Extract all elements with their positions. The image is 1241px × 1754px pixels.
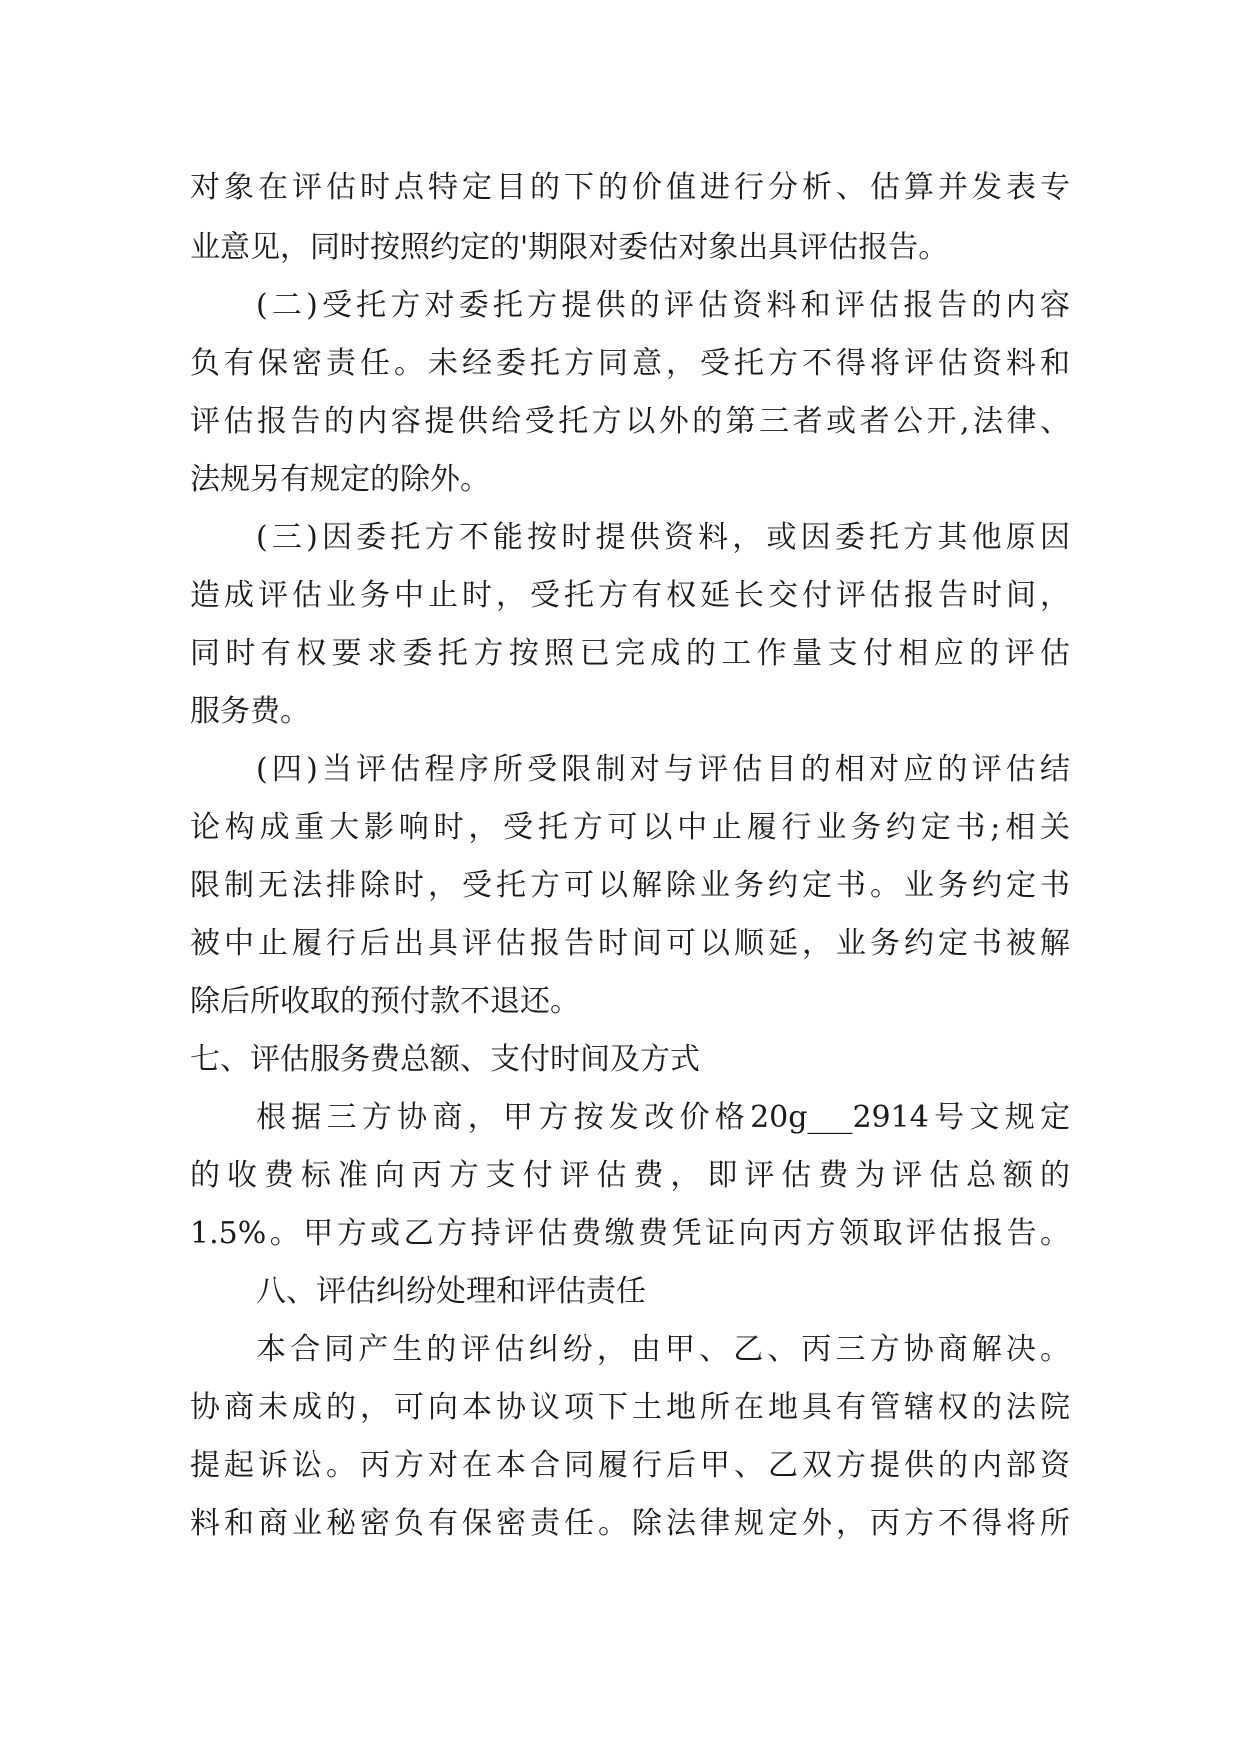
- text-line: 业意见，同时按照约定的'期限对委估对象出具评估报告。: [190, 230, 949, 265]
- text-line: 协商未成的，可向本协议项下土地所在地具有管辖权的法院: [190, 1390, 1070, 1425]
- text-line: 服务费。: [190, 694, 310, 729]
- text-line: 本合同产生的评估纠纷，由甲、乙、丙三方协商解决。: [256, 1332, 1070, 1367]
- text-line: 造成评估业务中止时，受托方有权延长交付评估报告时间，: [190, 578, 1070, 613]
- text-line: 法规另有规定的除外。: [190, 462, 490, 497]
- text-line: 论构成重大影响时，受托方可以中止履行业务约定书;相关: [190, 810, 1070, 845]
- text-line: 除后所收取的预付款不退还。: [190, 984, 580, 1019]
- text-line: 被中止履行后出具评估报告时间可以顺延，业务约定书被解: [190, 926, 1070, 961]
- text-line: 的收费标准向丙方支付评估费，即评估费为评估总额的: [190, 1158, 1070, 1193]
- text-line: (四)当评估程序所受限制对与评估目的相对应的评估结: [256, 752, 1070, 787]
- text-line: 料和商业秘密负有保密责任。除法律规定外，丙方不得将所: [190, 1506, 1070, 1541]
- text-line: 根据三方协商，甲方按发改价格20g___2914号文规定: [256, 1100, 1070, 1135]
- section-heading: 八、评估纠纷处理和评估责任: [256, 1274, 646, 1309]
- text-line: 提起诉讼。丙方对在本合同履行后甲、乙双方提供的内部资: [190, 1448, 1070, 1483]
- text-line: (二)受托方对委托方提供的评估资料和评估报告的内容: [256, 288, 1070, 323]
- text-line: 限制无法排除时，受托方可以解除业务约定书。业务约定书: [190, 868, 1070, 903]
- text-line: 同时有权要求委托方按照已完成的工作量支付相应的评估: [190, 636, 1070, 671]
- text-line: 对象在评估时点特定目的下的价值进行分析、估算并发表专: [190, 170, 1070, 205]
- text-line: 负有保密责任。未经委托方同意，受托方不得将评估资料和: [190, 346, 1070, 381]
- text-line: 1.5%。甲方或乙方持评估费缴费凭证向丙方领取评估报告。: [190, 1216, 1070, 1251]
- text-line: 评估报告的内容提供给受托方以外的第三者或者公开,法律、: [190, 404, 1070, 439]
- section-heading: 七、评估服务费总额、支付时间及方式: [190, 1042, 700, 1077]
- text-line: (三)因委托方不能按时提供资料，或因委托方其他原因: [256, 520, 1070, 555]
